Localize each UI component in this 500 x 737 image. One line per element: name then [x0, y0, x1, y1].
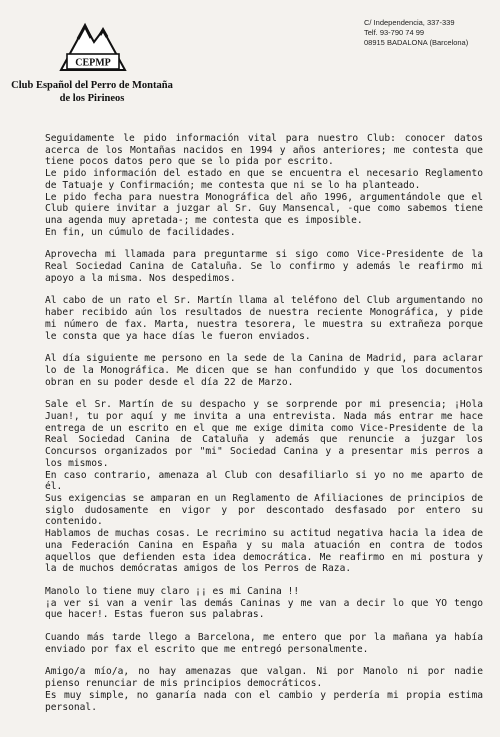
paragraph-sentence: Hablamos de muchas cosas. Le recrimino su actitud negativa hacia la idea de una Federación Canina en España y su mala atuación en contra de todos aquellos que defienden esta idea democrática. Me reafirmo en mi postura y la de muchos demócratas amigos de los Perros de Raza. [45, 528, 483, 575]
paragraph-sentence: Sale el Sr. Martín de su despacho y se sorprende por mi presencia; ¡Hola Juan!, tu por aquí y me invita a una entrevista. Nada más entrar me hace entrega de un escrito en el que me exige dimita como Vice-Presidente de la Real Sociedad Canina de Cataluña y además que renuncie a juzgar los Concursos organizados por "mi" Sociedad Canina y a presentar mis perros a los mismos. [45, 399, 483, 469]
letter-paragraph [45, 249, 483, 284]
paragraph-sentence: Cuando más tarde llego a Barcelona, me entero que por la mañana ya había enviado por fax el escrito que me entregó personalmente. [45, 632, 483, 655]
address-street: C/ Independencia, 337-339 [364, 18, 455, 27]
letter-body [45, 133, 483, 724]
paragraph-sentence: Al día siguiente me persono en la sede de la Canina de Madrid, para aclarar lo de la Monográfica. Me dicen que se han confundido y que los documentos obran en su poder desde el día 22 de Marzo. [45, 353, 483, 388]
club-logo [58, 20, 128, 78]
paragraph-sentence: En caso contrario, amenaza al Club con desafiliarlo si yo no me aparto de él. [45, 469, 483, 493]
letter-paragraph [45, 666, 483, 713]
club-name-line2: de los Pirineos [59, 93, 125, 104]
letter-paragraph [45, 586, 483, 621]
letter-paragraph [45, 353, 483, 388]
paragraph-sentence: Es muy simple, no ganaría nada con el cambio y perdería mi propia estima personal. [45, 689, 483, 713]
address-city: 08915 BADALONA (Barcelona) [364, 38, 469, 47]
logo-text: CEPMP [75, 57, 111, 69]
paragraph-sentence: Seguidamente le pido información vital para nuestro Club: conocer datos acerca de los Montañas nacidos en 1994 y años anteriores; me contesta que tiene pocos datos pero que se lo pida por escrito. [45, 133, 483, 168]
paragraph-sentence: Al cabo de un rato el Sr. Martín llama al teléfono del Club argumentando no haber recibido aún los resultados de nuestra reciente Monográfica, y pide mi número de fax. Marta, nuestra tesorera, le muestra su extrañeza porque le consta que ya hace días le fueron enviados. [45, 295, 483, 342]
paragraph-sentence: En fin, un cúmulo de facilidades. [45, 226, 236, 238]
club-name-line1: Club Español del Perro de Montaña [11, 80, 173, 91]
paragraph-sentence: Manolo lo tiene muy claro ¡¡ es mi Canina !! [45, 585, 300, 597]
letter-paragraph [45, 632, 483, 655]
address-phone: Telf. 93-790 74 99 [364, 28, 425, 37]
letter-paragraph [45, 133, 483, 238]
club-address [364, 18, 468, 48]
paragraph-sentence: Aprovecha mi llamada para preguntarme si sigo como Vice-Presidente de la Real Sociedad Canina de Cataluña. Se lo confirmo y además le reafirmo mi apoyo a la misma. Nos despedimos. [45, 249, 483, 284]
paragraph-sentence: Sus exigencias se amparan en un Reglamento de Afiliaciones de principios de siglo dudosamente en vigor y por descontado desfasado por entero su contenido. [45, 492, 483, 528]
letter-paragraph [45, 295, 483, 342]
club-name [6, 79, 178, 105]
paragraph-sentence: Le pido fecha para nuestra Monográfica del año 1996, argumentándole que el Club quiere invitar a juzgar al Sr. Guy Mansencal, -que como sabemos tiene una agenda muy apretada-; me contesta que es imposible. [45, 191, 483, 226]
paragraph-sentence: Le pido información del estado en que se encuentra el necesario Reglamento de Tatuaje y Confirmación; me contesta que ni se lo ha planteado. [45, 168, 483, 191]
paragraph-sentence: ¡a ver si van a venir las demás Caninas y me van a decir lo que YO tengo que hacer!. Estas fueron sus palabras. [45, 597, 483, 621]
paragraph-sentence: Amigo/a mío/a, no hay amenazas que valgan. Ni por Manolo ni por nadie pienso renunciar de mis principios democráticos. [45, 666, 483, 690]
letter-paragraph [45, 399, 483, 575]
